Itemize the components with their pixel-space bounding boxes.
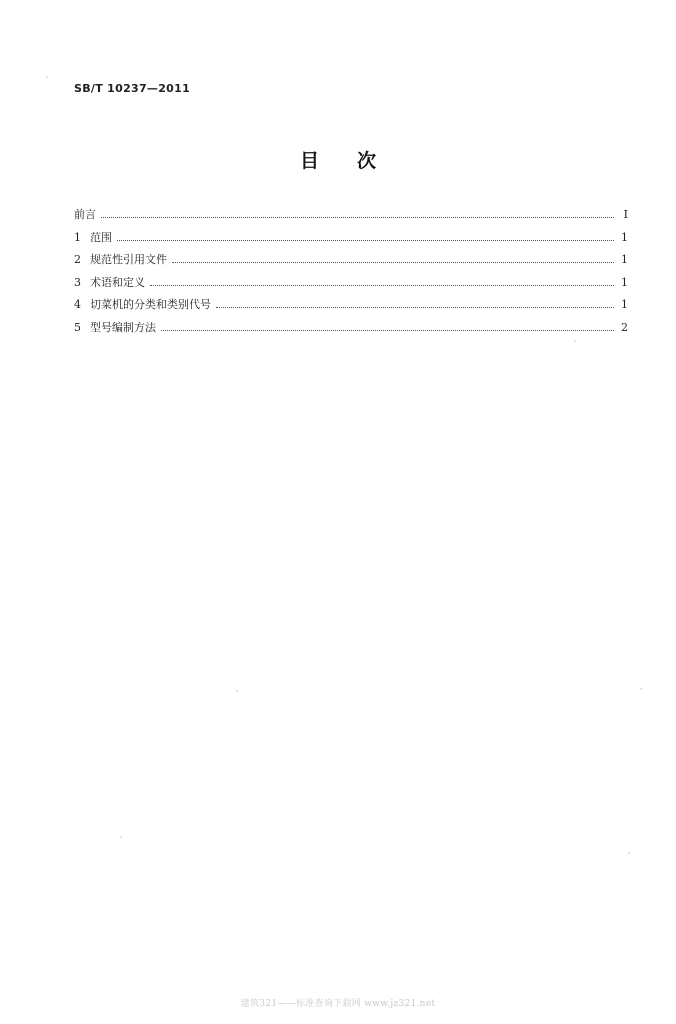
scan-speck [120, 836, 122, 838]
toc-entry-page: 2 [621, 320, 628, 334]
toc-entry-number: 1 [74, 230, 81, 244]
scan-speck [236, 690, 238, 692]
page-title-part-2: 次 [357, 150, 377, 172]
toc-dot-leader [172, 262, 614, 263]
toc-dot-leader [150, 285, 614, 286]
toc-entry-number: 3 [74, 275, 81, 289]
toc-entry-page: Ⅰ [623, 208, 628, 221]
toc-entry-page: 1 [621, 298, 628, 311]
toc-entry-classification[interactable] [74, 296, 628, 319]
toc-entry-model-designation[interactable] [74, 319, 628, 342]
toc-entry-terms-definitions[interactable] [74, 274, 628, 297]
scan-speck [640, 688, 642, 690]
scan-speck [574, 340, 576, 342]
toc-entry-label: 型号编制方法 [90, 320, 156, 334]
toc-dot-leader [161, 330, 614, 331]
toc-entry-label: 范围 [90, 230, 112, 244]
footer-watermark: 建筑321——标准查询下载网 www.jz321.net [240, 999, 436, 1009]
toc-entry-label: 切菜机的分类和类别代号 [90, 298, 211, 311]
toc-entry-label: 术语和定义 [90, 275, 145, 289]
standard-code: SB/T 10237—2011 [74, 82, 191, 95]
table-of-contents [74, 206, 628, 341]
toc-dot-leader [117, 240, 614, 241]
toc-dot-leader [101, 217, 614, 218]
toc-dot-leader [216, 307, 614, 308]
toc-entry-foreword[interactable] [74, 206, 628, 229]
page-title [0, 146, 676, 173]
page-title-part-1: 目 [299, 150, 319, 172]
scan-speck [46, 76, 48, 78]
toc-entry-number: 4 [74, 298, 81, 311]
toc-entry-normative-references[interactable] [74, 251, 628, 274]
toc-entry-number: 5 [74, 320, 81, 334]
toc-entry-number: 2 [74, 253, 81, 266]
toc-entry-page: 1 [621, 230, 628, 244]
toc-entry-label: 前言 [74, 208, 96, 221]
toc-entry-page: 1 [621, 275, 628, 289]
scan-speck [628, 852, 630, 854]
toc-entry-label: 规范性引用文件 [90, 253, 167, 266]
toc-entry-page: 1 [621, 253, 628, 266]
toc-entry-scope[interactable] [74, 229, 628, 252]
